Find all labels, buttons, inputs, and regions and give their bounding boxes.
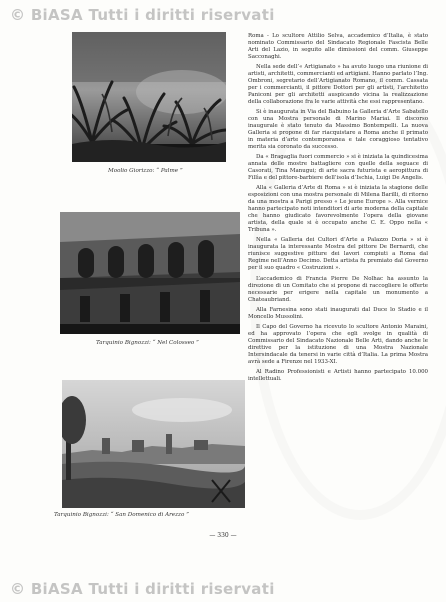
paragraph: Alla « Galleria d’Arte di Roma » si è iniziata la stagione delle esposizioni con una mostra personale di Milena Barilli, di ritorno da una mostra a Parigi presso « Le jeune Europe ». Alla vernice hanno partecipato noti intenditori di arte moderna della capitale che hanno giudicato favorevolmente l’opera della giovane artista, della quale si è occupato anche C. E. Oppo nella « Tribuna ». <box>248 185 428 234</box>
paragraph: Roma - Lo scultore Attilio Selva, accademico d’Italia, è stato nominato Commissario del Sindacato Regionale Fascista Belle Arti del Lazio, in seguito alle dimissioni del comm. Giuseppe Sacconaghi. <box>248 33 428 60</box>
paragraph: Nella sede dell’« Artigianato » ha avuto luogo una riunione di artisti, architetti, commercianti ed artigiani. Hanno parlato l’Ing. Ombroni, segretario dell’Artigianato Romano, il comm. Cassata per i commercianti, il pittore Dottori per gli artisti, l’architetto Paniconi per gli architetti auspicando vicina la realizzazione della collaborazione fra le varie attività che essi rappresentano. <box>248 64 428 106</box>
paragraph: Da « Bragaglia fuori commercio » si è iniziata la quindicesima annata delle mostre battagliere con quelle della seguace di Casorati, Tina Manugui; di arte sacra futurista e aeropittura di Fillìa e del pittore-barbiere dell’isola d’Ischia, Luigi De Angelis. <box>248 154 428 182</box>
caption-nel-colosseo: Tarquinio Bignozzi: “ Nel Colosseo ” <box>96 340 199 346</box>
paragraph: Il Capo del Governo ha ricevuto lo scultore Antonio Maraini, ed ha approvato l’opera che egli svolge in qualità di Commissario del Sindacato Nazionale Belle Arti, dando anche le direttive per la istituzione di una Mostra Nazionale Intersindacale da tenersi in varie città d’Italia. La prima Mostra avrà sede a Firenze nel 1933-XI. <box>248 323 428 365</box>
paragraph: Alla Farnesina sono stati inaugurati dal Duce lo Stadio e il Moncello Mussolini. <box>248 306 428 320</box>
paragraph: Al Radino Professionisti e Artisti hanno partecipato 10.000 intellettuali. <box>248 368 428 382</box>
painting-nel-colosseo <box>60 212 240 334</box>
watermark-top: © BiASA Tutti i diritti riservati <box>10 6 275 24</box>
paragraph: L’accademico di Francia Pierre De Nolhac ha assunto la direzione di un Comitato che si propone di raccogliere le offerte necessarie per erigere nella capitale un monumento a Chateaubriand. <box>248 275 428 303</box>
paragraph: Si è inaugurata in Via del Babuino la Galleria d’Arte Sabatello con una Mostra personale di Marino Mariai. Il discorso inaugurale è stato tenuto da Massimo Bontempelli. La nuova Galleria si propone di far riacquistare a Roma anche il primato in materia d’arte contemporanea e tale coraggioso tentativo merita sia coronato da successo. <box>248 109 428 151</box>
article-text-column <box>248 33 428 386</box>
painting-san-domenico-di-arezzo <box>62 380 245 508</box>
paragraph: Nella « Galleria dei Cultori d’Arte a Palazzo Doria » si è inaugurata la interessante Mostra del pittore De Bernardi, che riunisce suggestive pitture dei lavori compiuti a Roma dal Regime nell’Anno Decimo. Detta artista fu premiato dal Governo per il suo quadro « Costruzioni ». <box>248 237 428 272</box>
page-number: — 330 — <box>209 532 237 539</box>
caption-palme: Moolio Giorizzo: “ Palme ” <box>108 168 183 174</box>
painting-palme <box>72 32 226 162</box>
watermark-bottom: © BiASA Tutti i diritti riservati <box>10 580 275 598</box>
caption-san-domenico-di-arezzo: Tarquinio Bignozzi: “ San Domenico di Arezzo ” <box>54 512 190 518</box>
